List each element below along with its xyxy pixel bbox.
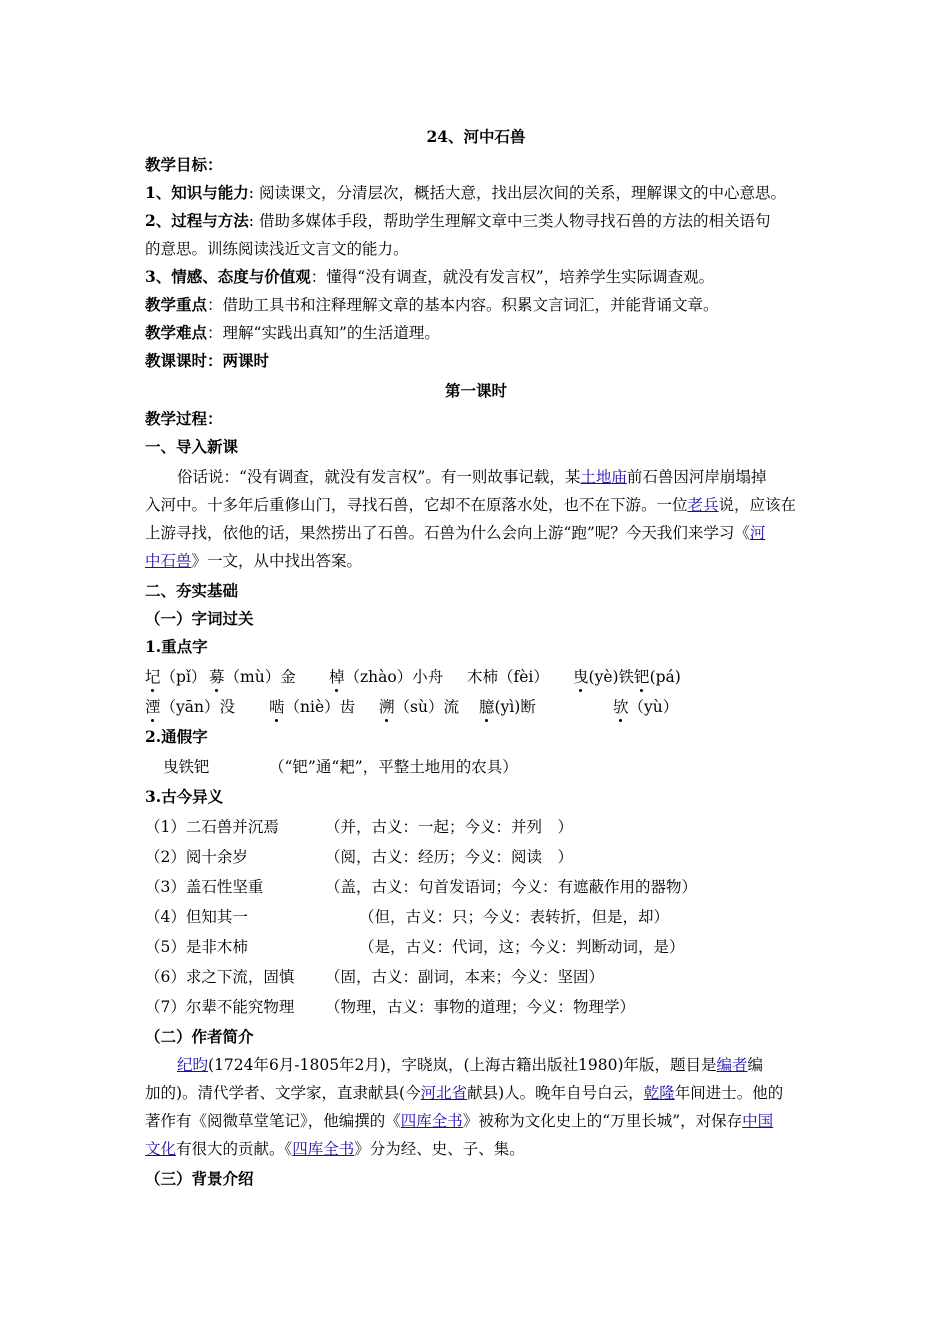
gujin-row (145, 966, 605, 988)
key-char-pinyin: （niè）齿 (284, 698, 356, 716)
goal-1 (145, 182, 786, 204)
key-char-pinyin: （yù） (628, 698, 679, 716)
link-jiyun[interactable]: 纪昀 (177, 1056, 209, 1074)
gujin-row (145, 876, 698, 898)
key-chars-heading: 1.重点字 (145, 637, 208, 656)
key-char (145, 696, 235, 718)
gujin-phrase: （5）是非木柿 (145, 938, 248, 956)
link-tudimiao[interactable]: 土地庙 (580, 468, 627, 486)
key-char-glyph: 溯 (379, 698, 395, 716)
link-laobing[interactable]: 老兵 (687, 496, 719, 514)
intro-line-2 (145, 494, 796, 516)
gujin-phrase: （3）盖石性坚重 (145, 878, 264, 896)
key-char-glyph: 曳 (573, 668, 589, 686)
key-char (479, 696, 536, 718)
intro-text: 上游寻找，依他的话，果然捞出了石兽。石兽为什么会向上游“跑”呢？今天我们来学习《 (145, 524, 750, 542)
link-sikuquanshu-2[interactable]: 四库全书 (292, 1140, 355, 1158)
key-char-pinyin: （sù）流 (394, 698, 459, 716)
key-char-pinyin: (pá) (649, 668, 681, 686)
author-line-2 (145, 1082, 783, 1104)
gujin-note: （物理，古义：事物的道理；今义：物理学） (325, 998, 636, 1016)
gujin-note: （固，古义：副词，本来；今义：坚固） (325, 968, 605, 986)
key-char-glyph: 募 (209, 668, 225, 686)
author-text: 》被称为文化史上的“万里长城”，对保存 (462, 1112, 743, 1130)
goal-3-label: 3、情感、态度与价值观 (145, 267, 311, 286)
key-char (209, 666, 296, 688)
link-hezhongshishou-cont[interactable]: 中石兽 (145, 552, 192, 570)
goal-2-label: 2、过程与方法 (145, 211, 249, 230)
intro-text: 入河中。十多年后重修山门，寻找石兽，它却不在原落水处，也不在下游。一位 (145, 496, 688, 514)
tongjia-word: 曳铁钯 (163, 758, 210, 776)
lesson-heading: 第一课时 (444, 381, 507, 400)
author-text: 年间进士。他的 (674, 1084, 784, 1102)
link-qianlong[interactable]: 乾隆 (643, 1084, 675, 1102)
goals-heading: 教学目标： (145, 155, 223, 174)
key-char-pinyin: （yān）没 (160, 698, 235, 716)
tongjia-heading: 2.通假字 (145, 727, 208, 746)
tongjia-note: （“钯”通“耙”，平整土地用的农具） (269, 758, 518, 776)
section-1-heading: 一、导入新课 (145, 437, 239, 456)
goal-3-text: ：懂得“没有调查，就没有发言权”，培养学生实际调查观。 (310, 268, 715, 286)
intro-text: 前石兽因河岸崩塌掉 (626, 468, 767, 486)
key-char-glyph: 木 (467, 668, 483, 686)
teaching-difficulty-label: 教学难点 (145, 323, 208, 342)
teaching-difficulty-text: ：理解“实践出真知”的生活道理。 (207, 324, 440, 342)
author-line-1 (145, 1054, 763, 1076)
key-char-glyph: 湮 (145, 698, 161, 716)
author-text: 著作有《阅微草堂笔记》，他编撰的《 (145, 1112, 401, 1130)
gujin-heading: 3.古今异义 (145, 787, 224, 806)
gujin-phrase: （1）二石兽并沉焉 (145, 818, 279, 836)
gujin-row (145, 816, 574, 838)
key-char-pinyin: (yè)铁 (588, 668, 635, 686)
key-char (145, 666, 206, 688)
author-text: 》分为经、史、子、集。 (354, 1140, 525, 1158)
author-text: 献县)人。晚年自号白云， (467, 1084, 644, 1102)
gujin-note: （并，古义：一起；今义：并列 ） (325, 818, 574, 836)
gujin-note: （阅，古义：经历；今义：阅读 ） (325, 848, 574, 866)
key-char-glyph: 臆 (479, 698, 495, 716)
gujin-phrase: （2）阅十余岁 (145, 848, 248, 866)
key-char-glyph: 圮 (145, 668, 161, 686)
goal-2 (145, 210, 770, 232)
intro-line-3 (145, 522, 765, 544)
gujin-row (145, 846, 574, 868)
link-sikuquanshu[interactable]: 四库全书 (400, 1112, 463, 1130)
key-char (613, 696, 678, 718)
goal-3 (145, 266, 714, 288)
teaching-focus-label: 教学重点 (145, 295, 208, 314)
author-text: 加的)。清代学者、文学家，直隶献县(今 (145, 1084, 421, 1102)
key-char (573, 666, 681, 688)
key-char-glyph: 欤 (613, 698, 629, 716)
intro-text: 》一文，从中找出答案。 (191, 552, 363, 570)
link-hezhongshishou[interactable]: 河 (749, 524, 766, 542)
gujin-phrase: （7）尔辈不能究物理 (145, 998, 295, 1016)
link-wenhua[interactable]: 文化 (145, 1140, 177, 1158)
link-hebeisheng[interactable]: 河北省 (420, 1084, 468, 1102)
author-text: 编 (747, 1056, 764, 1074)
key-char-glyph: 啮 (269, 698, 285, 716)
intro-text: 俗话说：“没有调查，就没有发言权”。有一则故事记载，某 (177, 468, 581, 486)
author-line-3 (145, 1110, 773, 1132)
goal-1-text: : 阅读课文，分清层次，概括大意，找出层次间的关系，理解课文的中心意思。 (248, 184, 786, 202)
key-char-pinyin: （mù）金 (224, 668, 296, 686)
gujin-row (145, 906, 670, 928)
teaching-focus (145, 294, 719, 316)
gujin-phrase: （6）求之下流，固慎 (145, 968, 295, 986)
key-char-glyph: 钯 (634, 668, 650, 686)
author-line-4 (145, 1138, 525, 1160)
gujin-note: （是，古义：代词，这；今义：判断动词，是） (359, 938, 685, 956)
author-text: (1724年6月-1805年2月)，字晓岚，(上海古籍出版社1980)年版，题目是 (208, 1056, 717, 1074)
subsection-2-heading: （二）作者简介 (145, 1027, 254, 1046)
gujin-phrase: （4）但知其一 (145, 908, 248, 926)
goal-2-cont: 的意思。训练阅读浅近文言文的能力。 (145, 240, 409, 258)
subsection-3-heading: （三）背景介绍 (145, 1169, 254, 1188)
section-2-heading: 二、夯实基础 (145, 581, 239, 600)
key-char-glyph: 棹 (329, 668, 345, 686)
key-char (467, 666, 549, 688)
key-char-pinyin: （zhào）小舟 (344, 668, 444, 686)
key-char (379, 696, 459, 718)
key-char (269, 696, 355, 718)
link-bianzhe[interactable]: 编者 (716, 1056, 748, 1074)
teaching-focus-text: ：借助工具书和注释理解文章的基本内容。积累文言词汇，并能背诵文章。 (207, 296, 719, 314)
teaching-difficulty (145, 322, 440, 344)
gujin-row (145, 996, 636, 1018)
subsection-1-heading: （一）字词过关 (145, 609, 254, 628)
author-text: 有很大的贡献。《 (176, 1140, 293, 1158)
gujin-row (145, 936, 685, 958)
intro-line-1 (145, 466, 766, 488)
link-zhongguo[interactable]: 中国 (742, 1112, 774, 1130)
key-char-pinyin: (yì)断 (494, 698, 536, 716)
gujin-note: （盖，古义：句首发语词；今义：有遮蔽作用的器物） (325, 878, 698, 896)
key-char (329, 666, 443, 688)
process-heading: 教学过程： (145, 409, 223, 428)
class-hours: 教课课时：两课时 (145, 351, 270, 370)
intro-text: 说，应该在 (718, 496, 797, 514)
key-char-pinyin: （pǐ） (160, 668, 207, 686)
page-title: 24、河中石兽 (426, 127, 526, 146)
goal-1-label: 1、知识与能力 (145, 183, 249, 202)
gujin-note: （但，古义：只；今义：表转折，但是，却） (359, 908, 670, 926)
goal-2-text: : 借助多媒体手段，帮助学生理解文章中三类人物寻找石兽的方法的相关语句 (248, 212, 771, 230)
key-char-pinyin: 柿（fèi） (482, 668, 549, 686)
intro-line-4 (145, 550, 362, 572)
